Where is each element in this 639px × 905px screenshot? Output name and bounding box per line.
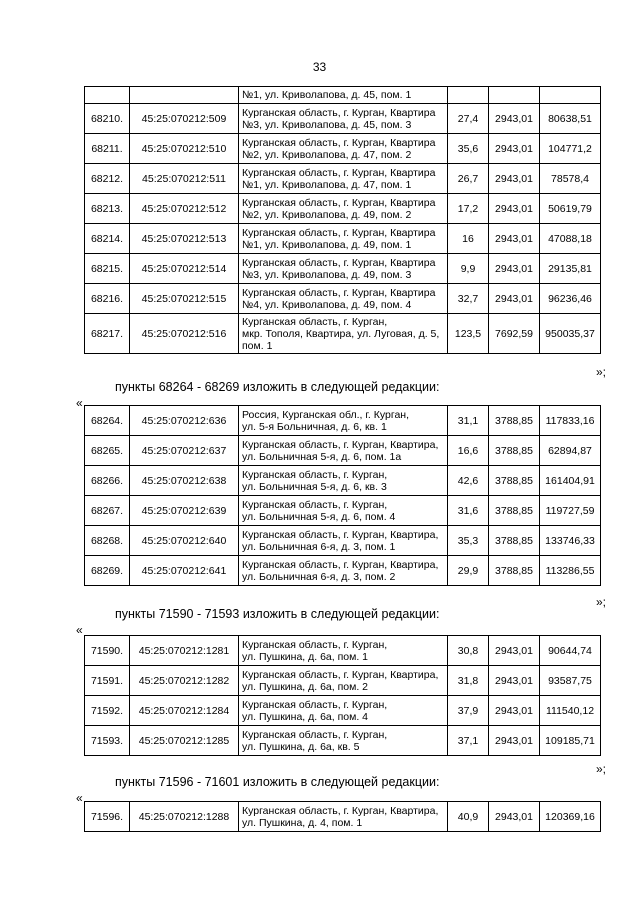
cadastral-number-cell: 45:25:070212:516 [130,314,239,354]
cadastral-number-cell: 45:25:070212:1281 [130,636,239,666]
total-value-cell [540,87,601,104]
section-heading-4: пункты 71596 - 71601 изложить в следующей редакции: [115,775,440,789]
item-number-cell: 68214. [85,224,130,254]
item-number-cell: 68216. [85,284,130,314]
address-line: Курганская область, г. Курган, Квартира [242,226,436,239]
unit-price-cell: 2943,01 [489,194,540,224]
table-row [85,726,601,756]
address-line: Курганская область, г. Курган, Квартира, [242,668,439,681]
address-line: пом. 1 [242,339,273,352]
address-line: Курганская область, г. Курган, Квартира [242,136,436,149]
page-number: 33 [312,60,327,74]
total-value-cell: 96236,46 [540,284,601,314]
table-row [85,496,601,526]
address-cell [239,636,448,666]
table-row [85,526,601,556]
total-value-cell: 113286,55 [540,556,601,586]
cadastral-number-cell: 45:25:070212:638 [130,466,239,496]
item-number-cell: 68215. [85,254,130,284]
cadastral-number-cell: 45:25:070212:512 [130,194,239,224]
address-line: Курганская область, г. Курган, Квартира [242,196,436,209]
item-number-cell: 68268. [85,526,130,556]
cadastral-number-cell: 45:25:070212:1288 [130,802,239,832]
address-line: №1, ул. Криволапова, д. 49, пом. 1 [242,238,412,251]
area-cell: 31,8 [448,666,489,696]
cadastral-number-cell: 45:25:070212:511 [130,164,239,194]
unit-price-cell: 2943,01 [489,696,540,726]
address-line: ул. Пушкина, д. 6а, кв. 5 [242,740,360,753]
item-number-cell: 68213. [85,194,130,224]
unit-price-cell: 2943,01 [489,104,540,134]
item-number-cell: 71593. [85,726,130,756]
address-line: №2, ул. Криволапова, д. 49, пом. 2 [242,208,412,221]
open-quote-3: « [76,623,83,637]
unit-price-cell: 3788,85 [489,526,540,556]
table-row [85,104,601,134]
address-line: Курганская область, г. Курган, [242,728,388,741]
open-quote-4: « [76,791,83,805]
section-heading-3: пункты 71590 - 71593 изложить в следующей редакции: [115,607,440,621]
close-quote-2: »; [596,595,607,609]
address-cell [239,194,448,224]
item-number-cell: 68217. [85,314,130,354]
address-cell [239,254,448,284]
address-line: ул. Больничная 5-я, д. 6, пом. 4 [242,510,396,523]
item-number-cell: 71590. [85,636,130,666]
property-table-2 [84,405,601,586]
unit-price-cell: 2943,01 [489,254,540,284]
cadastral-number-cell: 45:25:070212:1284 [130,696,239,726]
item-number-cell: 68211. [85,134,130,164]
table-row [85,802,601,832]
cadastral-number-cell: 45:25:070212:510 [130,134,239,164]
unit-price-cell: 3788,85 [489,436,540,466]
table-row [85,436,601,466]
address-line: №3, ул. Криволапова, д. 49, пом. 3 [242,268,412,281]
total-value-cell: 62894,87 [540,436,601,466]
total-value-cell: 950035,37 [540,314,601,354]
unit-price-cell: 2943,01 [489,164,540,194]
cadastral-number-cell: 45:25:070212:513 [130,224,239,254]
item-number-cell: 71596. [85,802,130,832]
unit-price-cell: 3788,85 [489,556,540,586]
area-cell: 37,9 [448,696,489,726]
area-cell: 9,9 [448,254,489,284]
item-number-cell: 68210. [85,104,130,134]
address-line: ул. Пушкина, д. 6а, пом. 4 [242,710,369,723]
address-cell [239,802,448,832]
cadastral-number-cell: 45:25:070212:637 [130,436,239,466]
address-cell [239,87,448,104]
table-row [85,636,601,666]
area-cell: 16 [448,224,489,254]
unit-price-cell: 2943,01 [489,224,540,254]
address-cell [239,224,448,254]
address-cell [239,696,448,726]
table-row [85,134,601,164]
unit-price-cell: 3788,85 [489,496,540,526]
table-row [85,406,601,436]
total-value-cell: 119727,59 [540,496,601,526]
unit-price-cell: 2943,01 [489,726,540,756]
unit-price-cell: 2943,01 [489,802,540,832]
address-line: ул. Пушкина, д. 6а, пом. 2 [242,680,369,693]
table-row [85,666,601,696]
address-cell [239,134,448,164]
address-line: Курганская область, г. Курган, Квартира [242,106,436,119]
total-value-cell: 50619,79 [540,194,601,224]
area-cell: 35,3 [448,526,489,556]
unit-price-cell [489,87,540,104]
table-row [85,87,601,104]
address-line: Курганская область, г. Курган, [242,638,388,651]
address-line: №4, ул. Криволапова, д. 49, пом. 4 [242,298,412,311]
address-cell [239,556,448,586]
area-cell [448,87,489,104]
open-quote-2: « [76,396,83,410]
total-value-cell: 161404,91 [540,466,601,496]
item-number-cell: 68266. [85,466,130,496]
address-cell [239,726,448,756]
table-row [85,224,601,254]
item-number-cell [85,87,130,104]
area-cell: 27,4 [448,104,489,134]
address-line: ул. Пушкина, д. 4, пом. 1 [242,816,363,829]
address-line: ул. Больничная 6-я, д. 3, пом. 2 [242,570,396,583]
item-number-cell: 71591. [85,666,130,696]
total-value-cell: 117833,16 [540,406,601,436]
address-line: Курганская область, г. Курган, [242,498,388,511]
address-cell [239,104,448,134]
address-line: Курганская область, г. Курган, Квартира [242,286,436,299]
address-cell [239,496,448,526]
cadastral-number-cell: 45:25:070212:639 [130,496,239,526]
table-row [85,466,601,496]
area-cell: 42,6 [448,466,489,496]
address-line: мкр. Тополя, Квартира, ул. Луговая, д. 5, [242,327,440,340]
area-cell: 35,6 [448,134,489,164]
close-quote-1: »; [596,365,607,379]
cadastral-number-cell: 45:25:070212:1282 [130,666,239,696]
address-line: Курганская область, г. Курган, Квартира, [242,438,439,451]
total-value-cell: 29135,81 [540,254,601,284]
address-cell [239,466,448,496]
address-line: ул. Больничная 6-я, д. 3, пом. 1 [242,540,396,553]
item-number-cell: 68264. [85,406,130,436]
area-cell: 31,1 [448,406,489,436]
address-line: Курганская область, г. Курган, Квартира, [242,528,439,541]
cadastral-number-cell: 45:25:070212:641 [130,556,239,586]
address-line: Курганская область, г. Курган, Квартира, [242,558,439,571]
property-table-4 [84,801,601,832]
address-line: ул. Пушкина, д. 6а, пом. 1 [242,650,369,663]
unit-price-cell: 2943,01 [489,666,540,696]
property-table-1 [84,86,601,354]
address-line: №3, ул. Криволапова, д. 45, пом. 3 [242,118,412,131]
area-cell: 30,8 [448,636,489,666]
total-value-cell: 109185,71 [540,726,601,756]
item-number-cell: 68269. [85,556,130,586]
item-number-cell: 68212. [85,164,130,194]
unit-price-cell: 2943,01 [489,636,540,666]
address-line: Курганская область, г. Курган, Квартира [242,166,436,179]
address-line: Курганская область, г. Курган, [242,315,388,328]
item-number-cell: 68267. [85,496,130,526]
address-cell [239,406,448,436]
property-table-3 [84,635,601,756]
total-value-cell: 133746,33 [540,526,601,556]
total-value-cell: 80638,51 [540,104,601,134]
address-cell [239,284,448,314]
table-row [85,696,601,726]
area-cell: 37,1 [448,726,489,756]
unit-price-cell: 2943,01 [489,134,540,164]
address-line: Россия, Курганская обл., г. Курган, [242,408,409,421]
address-line: Курганская область, г. Курган, Квартира [242,256,436,269]
cadastral-number-cell: 45:25:070212:515 [130,284,239,314]
area-cell: 26,7 [448,164,489,194]
table-row [85,556,601,586]
unit-price-cell: 7692,59 [489,314,540,354]
total-value-cell: 93587,75 [540,666,601,696]
area-cell: 16,6 [448,436,489,466]
cadastral-number-cell [130,87,239,104]
address-cell [239,314,448,354]
address-line: ул. 5-я Больничная, д. 6, кв. 1 [242,420,387,433]
item-number-cell: 71592. [85,696,130,726]
address-cell [239,436,448,466]
total-value-cell: 120369,16 [540,802,601,832]
table-row [85,284,601,314]
table-row [85,164,601,194]
address-line: ул. Больничная 5-я, д. 6, кв. 3 [242,480,387,493]
address-line: Курганская область, г. Курган, Квартира, [242,804,439,817]
area-cell: 29,9 [448,556,489,586]
cadastral-number-cell: 45:25:070212:509 [130,104,239,134]
address-line: №2, ул. Криволапова, д. 47, пом. 2 [242,148,412,161]
unit-price-cell: 2943,01 [489,284,540,314]
unit-price-cell: 3788,85 [489,466,540,496]
table-row [85,314,601,354]
address-cell [239,526,448,556]
total-value-cell: 78578,4 [540,164,601,194]
cadastral-number-cell: 45:25:070212:1285 [130,726,239,756]
area-cell: 17,2 [448,194,489,224]
section-heading-2: пункты 68264 - 68269 изложить в следующей редакции: [115,380,440,394]
address-cell [239,666,448,696]
address-line: №1, ул. Криволапова, д. 45, пом. 1 [242,89,412,101]
cadastral-number-cell: 45:25:070212:640 [130,526,239,556]
address-line: №1, ул. Криволапова, д. 47, пом. 1 [242,178,412,191]
address-line: ул. Больничная 5-я, д. 6, пом. 1а [242,450,402,463]
address-line: Курганская область, г. Курган, [242,698,388,711]
area-cell: 123,5 [448,314,489,354]
address-line: Курганская область, г. Курган, [242,468,388,481]
total-value-cell: 90644,74 [540,636,601,666]
table-row [85,254,601,284]
item-number-cell: 68265. [85,436,130,466]
total-value-cell: 47088,18 [540,224,601,254]
close-quote-3: »; [596,762,607,776]
total-value-cell: 104771,2 [540,134,601,164]
area-cell: 31,6 [448,496,489,526]
area-cell: 32,7 [448,284,489,314]
table-row [85,194,601,224]
cadastral-number-cell: 45:25:070212:636 [130,406,239,436]
total-value-cell: 111540,12 [540,696,601,726]
unit-price-cell: 3788,85 [489,406,540,436]
address-cell [239,164,448,194]
cadastral-number-cell: 45:25:070212:514 [130,254,239,284]
area-cell: 40,9 [448,802,489,832]
